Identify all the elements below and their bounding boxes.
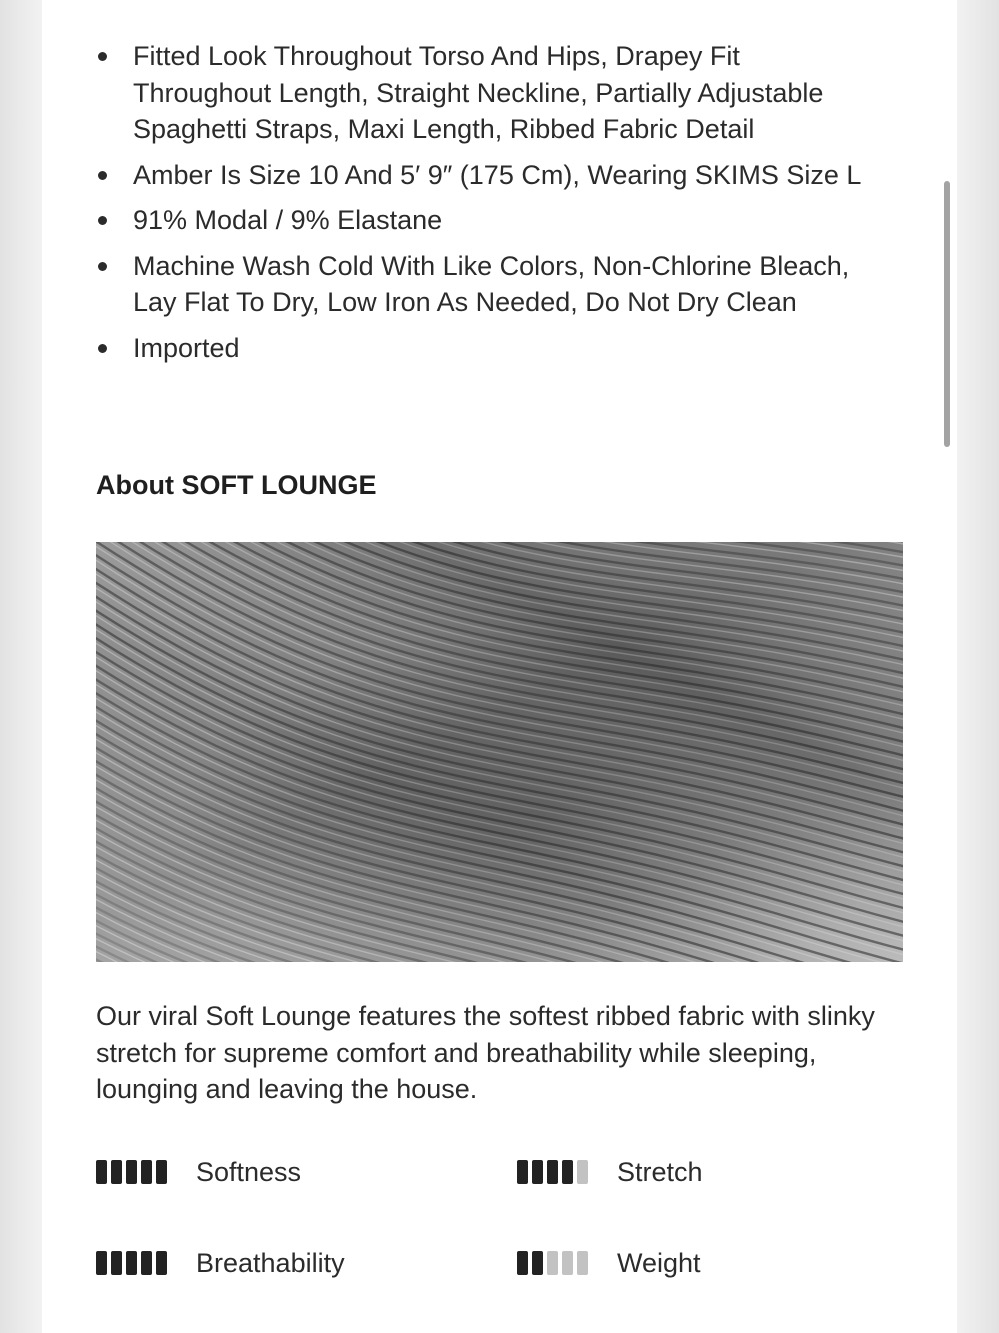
right-backdrop	[957, 0, 999, 1333]
metric-stretch	[517, 1157, 703, 1187]
bullet-icon	[98, 216, 107, 225]
rating-bar-filled	[562, 1160, 573, 1184]
detail-line: Throughout Length, Straight Neckline, Partially Adjustable	[133, 77, 824, 108]
rating-bar-filled	[156, 1251, 167, 1275]
rating-bar-filled	[96, 1160, 107, 1184]
rating-bar-filled	[111, 1251, 122, 1275]
rating-bar-filled	[141, 1251, 152, 1275]
detail-line: Machine Wash Cold With Like Colors, Non-Chlorine Bleach,	[133, 250, 850, 281]
rating-bars	[96, 1251, 196, 1275]
rating-bars	[517, 1160, 617, 1184]
metric-breathability	[96, 1248, 345, 1278]
rating-bars	[96, 1160, 196, 1184]
metric-softness	[96, 1157, 301, 1187]
rating-bar-filled	[156, 1160, 167, 1184]
metric-weight	[517, 1248, 701, 1278]
list-item	[96, 38, 916, 148]
rating-bar-filled	[532, 1251, 543, 1275]
rating-bar-empty	[547, 1251, 558, 1275]
bullet-icon	[98, 262, 107, 271]
scrollbar-thumb[interactable]	[944, 181, 950, 447]
metric-label: Stretch	[617, 1156, 703, 1187]
metric-label: Softness	[196, 1156, 302, 1187]
detail-line: Lay Flat To Dry, Low Iron As Needed, Do Not Dry Clean	[133, 287, 797, 317]
rating-bar-empty	[562, 1251, 573, 1275]
bullet-icon	[98, 344, 107, 353]
list-item	[96, 202, 916, 239]
rating-bar-empty	[577, 1160, 588, 1184]
rating-bar-filled	[532, 1160, 543, 1184]
rating-bar-filled	[517, 1160, 528, 1184]
collection-description: Our viral Soft Lounge features the softest ribbed fabric with slinky stretch for supreme comfort and breathability while sleeping, lounging and leaving the house.	[96, 1001, 875, 1104]
metric-label: Breathability	[196, 1247, 345, 1278]
product-details-list	[96, 38, 916, 375]
detail-line: Spaghetti Straps, Maxi Length, Ribbed Fabric Detail	[133, 114, 755, 144]
detail-line: Imported	[133, 332, 240, 363]
rating-bar-filled	[96, 1251, 107, 1275]
rating-bar-empty	[577, 1251, 588, 1275]
rating-bar-filled	[126, 1251, 137, 1275]
rating-bar-filled	[111, 1160, 122, 1184]
ribbed-fabric-image	[96, 542, 903, 962]
detail-line: Amber Is Size 10 And 5′ 9″ (175 Cm), Wearing SKIMS Size L	[133, 159, 862, 190]
rating-bar-filled	[547, 1160, 558, 1184]
detail-line: Fitted Look Throughout Torso And Hips, Drapey Fit	[133, 41, 740, 71]
bullet-icon	[98, 171, 107, 180]
detail-line: 91% Modal / 9% Elastane	[133, 205, 443, 235]
left-backdrop	[0, 0, 42, 1333]
list-item	[96, 330, 916, 367]
rating-bar-filled	[126, 1160, 137, 1184]
fabric-texture	[96, 542, 903, 962]
list-item	[96, 157, 916, 194]
rating-bar-filled	[517, 1251, 528, 1275]
rating-bars	[517, 1251, 617, 1275]
bullet-icon	[98, 52, 107, 61]
about-heading: About SOFT LOUNGE	[96, 470, 377, 500]
list-item	[96, 248, 916, 321]
metric-label: Weight	[617, 1247, 701, 1278]
rating-bar-filled	[141, 1160, 152, 1184]
